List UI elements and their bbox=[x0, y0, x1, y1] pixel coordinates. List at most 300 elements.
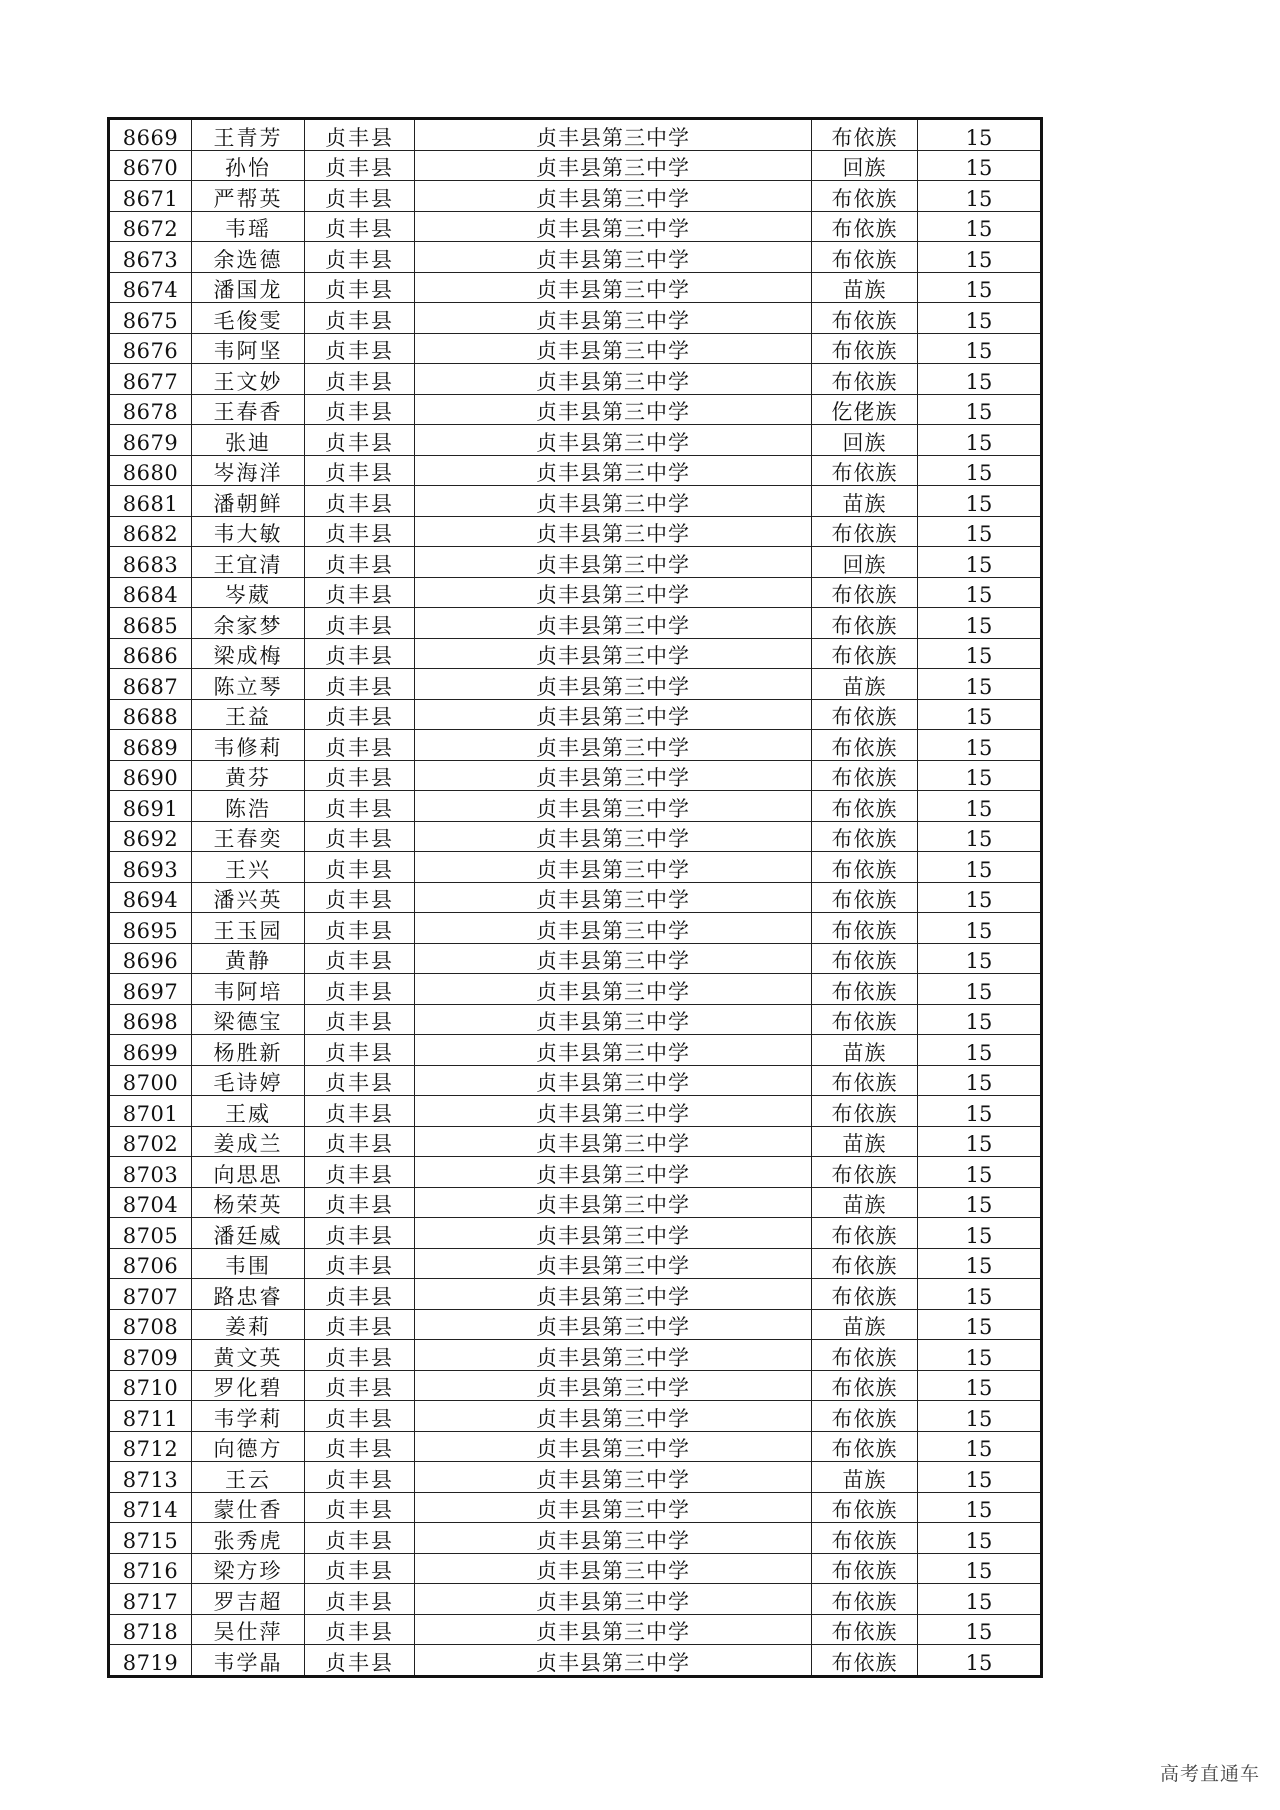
cell-ethnicity: 布依族 bbox=[812, 1157, 918, 1188]
cell-name: 韦学晶 bbox=[192, 1645, 305, 1677]
cell-ethnicity: 布依族 bbox=[812, 1431, 918, 1462]
cell-score: 15 bbox=[918, 1614, 1042, 1645]
cell-score: 15 bbox=[918, 1065, 1042, 1096]
cell-name: 韦围 bbox=[192, 1248, 305, 1279]
table-row bbox=[109, 1309, 1042, 1340]
cell-school: 贞丰县第三中学 bbox=[415, 852, 812, 883]
cell-score: 15 bbox=[918, 272, 1042, 303]
cell-school: 贞丰县第三中学 bbox=[415, 119, 812, 151]
cell-number: 8713 bbox=[109, 1462, 192, 1493]
cell-number: 8676 bbox=[109, 333, 192, 364]
cell-score: 15 bbox=[918, 699, 1042, 730]
cell-county: 贞丰县 bbox=[305, 1645, 415, 1677]
cell-ethnicity: 布依族 bbox=[812, 1553, 918, 1584]
table-row bbox=[109, 1401, 1042, 1432]
cell-county: 贞丰县 bbox=[305, 1096, 415, 1127]
table-row bbox=[109, 1218, 1042, 1249]
cell-name: 余选德 bbox=[192, 242, 305, 273]
cell-county: 贞丰县 bbox=[305, 608, 415, 639]
cell-school: 贞丰县第三中学 bbox=[415, 1401, 812, 1432]
score-table-body bbox=[109, 119, 1042, 1677]
table-row bbox=[109, 181, 1042, 212]
cell-ethnicity: 布依族 bbox=[812, 791, 918, 822]
cell-school: 贞丰县第三中学 bbox=[415, 1370, 812, 1401]
cell-county: 贞丰县 bbox=[305, 760, 415, 791]
cell-county: 贞丰县 bbox=[305, 699, 415, 730]
cell-number: 8702 bbox=[109, 1126, 192, 1157]
cell-county: 贞丰县 bbox=[305, 669, 415, 700]
cell-name: 杨胜新 bbox=[192, 1035, 305, 1066]
cell-score: 15 bbox=[918, 882, 1042, 913]
cell-ethnicity: 布依族 bbox=[812, 1004, 918, 1035]
cell-county: 贞丰县 bbox=[305, 1157, 415, 1188]
score-table bbox=[107, 117, 1043, 1678]
cell-name: 黄静 bbox=[192, 943, 305, 974]
cell-county: 贞丰县 bbox=[305, 1523, 415, 1554]
cell-score: 15 bbox=[918, 303, 1042, 334]
cell-name: 严帮英 bbox=[192, 181, 305, 212]
cell-school: 贞丰县第三中学 bbox=[415, 1126, 812, 1157]
cell-score: 15 bbox=[918, 760, 1042, 791]
cell-ethnicity: 布依族 bbox=[812, 730, 918, 761]
cell-name: 向德方 bbox=[192, 1431, 305, 1462]
cell-score: 15 bbox=[918, 119, 1042, 151]
cell-county: 贞丰县 bbox=[305, 943, 415, 974]
cell-ethnicity: 布依族 bbox=[812, 181, 918, 212]
cell-number: 8678 bbox=[109, 394, 192, 425]
cell-school: 贞丰县第三中学 bbox=[415, 913, 812, 944]
cell-county: 贞丰县 bbox=[305, 1248, 415, 1279]
cell-school: 贞丰县第三中学 bbox=[415, 486, 812, 517]
cell-score: 15 bbox=[918, 1492, 1042, 1523]
cell-name: 潘朝鲜 bbox=[192, 486, 305, 517]
cell-number: 8691 bbox=[109, 791, 192, 822]
cell-ethnicity: 布依族 bbox=[812, 913, 918, 944]
cell-number: 8712 bbox=[109, 1431, 192, 1462]
cell-number: 8715 bbox=[109, 1523, 192, 1554]
cell-name: 王春奕 bbox=[192, 821, 305, 852]
cell-county: 贞丰县 bbox=[305, 486, 415, 517]
cell-school: 贞丰县第三中学 bbox=[415, 1340, 812, 1371]
cell-ethnicity: 苗族 bbox=[812, 272, 918, 303]
cell-score: 15 bbox=[918, 425, 1042, 456]
cell-school: 贞丰县第三中学 bbox=[415, 181, 812, 212]
cell-number: 8690 bbox=[109, 760, 192, 791]
table-row bbox=[109, 638, 1042, 669]
table-row bbox=[109, 272, 1042, 303]
cell-number: 8700 bbox=[109, 1065, 192, 1096]
cell-score: 15 bbox=[918, 486, 1042, 517]
cell-number: 8679 bbox=[109, 425, 192, 456]
table-row bbox=[109, 608, 1042, 639]
cell-score: 15 bbox=[918, 974, 1042, 1005]
cell-school: 贞丰县第三中学 bbox=[415, 669, 812, 700]
cell-ethnicity: 苗族 bbox=[812, 1126, 918, 1157]
cell-county: 贞丰县 bbox=[305, 150, 415, 181]
cell-school: 贞丰县第三中学 bbox=[415, 1187, 812, 1218]
watermark-text: 高考直通车 bbox=[1159, 1763, 1260, 1785]
cell-ethnicity: 布依族 bbox=[812, 699, 918, 730]
cell-score: 15 bbox=[918, 1279, 1042, 1310]
cell-name: 王春香 bbox=[192, 394, 305, 425]
cell-ethnicity: 布依族 bbox=[812, 1096, 918, 1127]
table-row bbox=[109, 577, 1042, 608]
cell-name: 韦学莉 bbox=[192, 1401, 305, 1432]
cell-school: 贞丰县第三中学 bbox=[415, 608, 812, 639]
cell-name: 韦阿培 bbox=[192, 974, 305, 1005]
cell-score: 15 bbox=[918, 1218, 1042, 1249]
cell-name: 王云 bbox=[192, 1462, 305, 1493]
cell-name: 潘兴英 bbox=[192, 882, 305, 913]
table-row bbox=[109, 211, 1042, 242]
cell-county: 贞丰县 bbox=[305, 1614, 415, 1645]
cell-ethnicity: 布依族 bbox=[812, 1218, 918, 1249]
cell-name: 姜成兰 bbox=[192, 1126, 305, 1157]
cell-name: 梁方珍 bbox=[192, 1553, 305, 1584]
table-row bbox=[109, 699, 1042, 730]
cell-school: 贞丰县第三中学 bbox=[415, 638, 812, 669]
cell-ethnicity: 布依族 bbox=[812, 821, 918, 852]
cell-name: 王青芳 bbox=[192, 119, 305, 151]
cell-number: 8672 bbox=[109, 211, 192, 242]
cell-name: 梁成梅 bbox=[192, 638, 305, 669]
cell-county: 贞丰县 bbox=[305, 1553, 415, 1584]
table-row bbox=[109, 1462, 1042, 1493]
cell-ethnicity: 布依族 bbox=[812, 333, 918, 364]
table-row bbox=[109, 364, 1042, 395]
cell-county: 贞丰县 bbox=[305, 791, 415, 822]
cell-score: 15 bbox=[918, 1096, 1042, 1127]
cell-ethnicity: 苗族 bbox=[812, 1187, 918, 1218]
cell-ethnicity: 布依族 bbox=[812, 242, 918, 273]
cell-name: 岑海洋 bbox=[192, 455, 305, 486]
cell-county: 贞丰县 bbox=[305, 638, 415, 669]
cell-score: 15 bbox=[918, 333, 1042, 364]
cell-name: 王文妙 bbox=[192, 364, 305, 395]
cell-ethnicity: 布依族 bbox=[812, 516, 918, 547]
cell-name: 韦瑶 bbox=[192, 211, 305, 242]
cell-county: 贞丰县 bbox=[305, 1340, 415, 1371]
cell-school: 贞丰县第三中学 bbox=[415, 1065, 812, 1096]
cell-county: 贞丰县 bbox=[305, 272, 415, 303]
cell-school: 贞丰县第三中学 bbox=[415, 760, 812, 791]
cell-name: 罗化碧 bbox=[192, 1370, 305, 1401]
cell-school: 贞丰县第三中学 bbox=[415, 1157, 812, 1188]
cell-county: 贞丰县 bbox=[305, 119, 415, 151]
cell-county: 贞丰县 bbox=[305, 394, 415, 425]
cell-school: 贞丰县第三中学 bbox=[415, 1431, 812, 1462]
cell-name: 韦修莉 bbox=[192, 730, 305, 761]
table-row bbox=[109, 1126, 1042, 1157]
cell-number: 8674 bbox=[109, 272, 192, 303]
cell-county: 贞丰县 bbox=[305, 455, 415, 486]
table-row bbox=[109, 516, 1042, 547]
cell-number: 8709 bbox=[109, 1340, 192, 1371]
cell-school: 贞丰县第三中学 bbox=[415, 1218, 812, 1249]
cell-county: 贞丰县 bbox=[305, 1401, 415, 1432]
cell-school: 贞丰县第三中学 bbox=[415, 577, 812, 608]
cell-county: 贞丰县 bbox=[305, 1187, 415, 1218]
cell-county: 贞丰县 bbox=[305, 181, 415, 212]
cell-number: 8669 bbox=[109, 119, 192, 151]
cell-name: 罗吉超 bbox=[192, 1584, 305, 1615]
cell-score: 15 bbox=[918, 1157, 1042, 1188]
cell-score: 15 bbox=[918, 181, 1042, 212]
table-row bbox=[109, 1431, 1042, 1462]
cell-number: 8701 bbox=[109, 1096, 192, 1127]
cell-ethnicity: 回族 bbox=[812, 547, 918, 578]
cell-name: 韦大敏 bbox=[192, 516, 305, 547]
cell-school: 贞丰县第三中学 bbox=[415, 364, 812, 395]
cell-score: 15 bbox=[918, 1523, 1042, 1554]
cell-school: 贞丰县第三中学 bbox=[415, 1096, 812, 1127]
cell-number: 8688 bbox=[109, 699, 192, 730]
table-row bbox=[109, 974, 1042, 1005]
cell-school: 贞丰县第三中学 bbox=[415, 547, 812, 578]
table-row bbox=[109, 1614, 1042, 1645]
cell-ethnicity: 布依族 bbox=[812, 1584, 918, 1615]
cell-county: 贞丰县 bbox=[305, 1065, 415, 1096]
cell-ethnicity: 布依族 bbox=[812, 1340, 918, 1371]
cell-ethnicity: 布依族 bbox=[812, 1523, 918, 1554]
cell-score: 15 bbox=[918, 1401, 1042, 1432]
cell-number: 8704 bbox=[109, 1187, 192, 1218]
cell-name: 王宜清 bbox=[192, 547, 305, 578]
cell-number: 8682 bbox=[109, 516, 192, 547]
cell-name: 陈浩 bbox=[192, 791, 305, 822]
cell-county: 贞丰县 bbox=[305, 1309, 415, 1340]
cell-ethnicity: 苗族 bbox=[812, 1309, 918, 1340]
cell-score: 15 bbox=[918, 608, 1042, 639]
cell-number: 8685 bbox=[109, 608, 192, 639]
table-row bbox=[109, 1370, 1042, 1401]
table-row bbox=[109, 760, 1042, 791]
cell-score: 15 bbox=[918, 394, 1042, 425]
table-row bbox=[109, 333, 1042, 364]
cell-county: 贞丰县 bbox=[305, 1279, 415, 1310]
cell-county: 贞丰县 bbox=[305, 882, 415, 913]
cell-ethnicity: 布依族 bbox=[812, 1065, 918, 1096]
cell-school: 贞丰县第三中学 bbox=[415, 455, 812, 486]
cell-school: 贞丰县第三中学 bbox=[415, 821, 812, 852]
cell-score: 15 bbox=[918, 943, 1042, 974]
cell-county: 贞丰县 bbox=[305, 211, 415, 242]
table-row bbox=[109, 1157, 1042, 1188]
cell-county: 贞丰县 bbox=[305, 1004, 415, 1035]
cell-county: 贞丰县 bbox=[305, 1584, 415, 1615]
cell-school: 贞丰县第三中学 bbox=[415, 211, 812, 242]
cell-ethnicity: 布依族 bbox=[812, 577, 918, 608]
table-row bbox=[109, 669, 1042, 700]
cell-school: 贞丰县第三中学 bbox=[415, 150, 812, 181]
table-row bbox=[109, 1584, 1042, 1615]
cell-name: 黄芬 bbox=[192, 760, 305, 791]
cell-school: 贞丰县第三中学 bbox=[415, 272, 812, 303]
cell-name: 黄文英 bbox=[192, 1340, 305, 1371]
cell-number: 8670 bbox=[109, 150, 192, 181]
cell-county: 贞丰县 bbox=[305, 242, 415, 273]
cell-school: 贞丰县第三中学 bbox=[415, 974, 812, 1005]
cell-school: 贞丰县第三中学 bbox=[415, 1553, 812, 1584]
cell-score: 15 bbox=[918, 1126, 1042, 1157]
cell-school: 贞丰县第三中学 bbox=[415, 1035, 812, 1066]
cell-ethnicity: 布依族 bbox=[812, 608, 918, 639]
cell-ethnicity: 布依族 bbox=[812, 1492, 918, 1523]
cell-ethnicity: 布依族 bbox=[812, 119, 918, 151]
cell-county: 贞丰县 bbox=[305, 852, 415, 883]
cell-number: 8677 bbox=[109, 364, 192, 395]
table-row bbox=[109, 1279, 1042, 1310]
cell-ethnicity: 布依族 bbox=[812, 760, 918, 791]
cell-name: 孙怡 bbox=[192, 150, 305, 181]
cell-school: 贞丰县第三中学 bbox=[415, 1492, 812, 1523]
cell-score: 15 bbox=[918, 1370, 1042, 1401]
cell-school: 贞丰县第三中学 bbox=[415, 303, 812, 334]
cell-ethnicity: 布依族 bbox=[812, 364, 918, 395]
table-row bbox=[109, 150, 1042, 181]
cell-name: 潘廷威 bbox=[192, 1218, 305, 1249]
cell-school: 贞丰县第三中学 bbox=[415, 394, 812, 425]
cell-number: 8696 bbox=[109, 943, 192, 974]
cell-school: 贞丰县第三中学 bbox=[415, 1004, 812, 1035]
cell-score: 15 bbox=[918, 1584, 1042, 1615]
table-row bbox=[109, 1553, 1042, 1584]
cell-school: 贞丰县第三中学 bbox=[415, 1584, 812, 1615]
cell-number: 8714 bbox=[109, 1492, 192, 1523]
cell-county: 贞丰县 bbox=[305, 547, 415, 578]
cell-number: 8697 bbox=[109, 974, 192, 1005]
table-row bbox=[109, 1248, 1042, 1279]
cell-ethnicity: 布依族 bbox=[812, 852, 918, 883]
cell-ethnicity: 布依族 bbox=[812, 211, 918, 242]
cell-ethnicity: 布依族 bbox=[812, 1370, 918, 1401]
cell-ethnicity: 苗族 bbox=[812, 1035, 918, 1066]
cell-number: 8681 bbox=[109, 486, 192, 517]
cell-score: 15 bbox=[918, 150, 1042, 181]
table-row bbox=[109, 791, 1042, 822]
cell-number: 8716 bbox=[109, 1553, 192, 1584]
cell-ethnicity: 布依族 bbox=[812, 1614, 918, 1645]
cell-name: 向思思 bbox=[192, 1157, 305, 1188]
cell-score: 15 bbox=[918, 1462, 1042, 1493]
cell-ethnicity: 布依族 bbox=[812, 1279, 918, 1310]
cell-school: 贞丰县第三中学 bbox=[415, 699, 812, 730]
table-row bbox=[109, 1096, 1042, 1127]
cell-school: 贞丰县第三中学 bbox=[415, 1462, 812, 1493]
cell-number: 8717 bbox=[109, 1584, 192, 1615]
cell-name: 岑葳 bbox=[192, 577, 305, 608]
table-row bbox=[109, 913, 1042, 944]
cell-number: 8699 bbox=[109, 1035, 192, 1066]
table-row bbox=[109, 1492, 1042, 1523]
table-row bbox=[109, 242, 1042, 273]
cell-county: 贞丰县 bbox=[305, 974, 415, 1005]
cell-ethnicity: 布依族 bbox=[812, 303, 918, 334]
cell-number: 8695 bbox=[109, 913, 192, 944]
table-row bbox=[109, 943, 1042, 974]
cell-school: 贞丰县第三中学 bbox=[415, 791, 812, 822]
cell-county: 贞丰县 bbox=[305, 1431, 415, 1462]
cell-score: 15 bbox=[918, 1340, 1042, 1371]
cell-school: 贞丰县第三中学 bbox=[415, 1309, 812, 1340]
cell-school: 贞丰县第三中学 bbox=[415, 1523, 812, 1554]
cell-name: 余家梦 bbox=[192, 608, 305, 639]
cell-ethnicity: 布依族 bbox=[812, 1401, 918, 1432]
cell-score: 15 bbox=[918, 1645, 1042, 1677]
cell-school: 贞丰县第三中学 bbox=[415, 333, 812, 364]
cell-name: 王玉园 bbox=[192, 913, 305, 944]
table-row bbox=[109, 1035, 1042, 1066]
cell-county: 贞丰县 bbox=[305, 577, 415, 608]
cell-county: 贞丰县 bbox=[305, 516, 415, 547]
cell-score: 15 bbox=[918, 669, 1042, 700]
cell-county: 贞丰县 bbox=[305, 913, 415, 944]
cell-number: 8718 bbox=[109, 1614, 192, 1645]
cell-name: 王威 bbox=[192, 1096, 305, 1127]
cell-name: 王兴 bbox=[192, 852, 305, 883]
cell-school: 贞丰县第三中学 bbox=[415, 516, 812, 547]
cell-name: 毛俊雯 bbox=[192, 303, 305, 334]
cell-number: 8671 bbox=[109, 181, 192, 212]
cell-county: 贞丰县 bbox=[305, 364, 415, 395]
table-row bbox=[109, 821, 1042, 852]
cell-ethnicity: 布依族 bbox=[812, 638, 918, 669]
cell-name: 蒙仕香 bbox=[192, 1492, 305, 1523]
cell-ethnicity: 布依族 bbox=[812, 974, 918, 1005]
cell-county: 贞丰县 bbox=[305, 425, 415, 456]
cell-number: 8687 bbox=[109, 669, 192, 700]
cell-school: 贞丰县第三中学 bbox=[415, 1248, 812, 1279]
cell-name: 毛诗婷 bbox=[192, 1065, 305, 1096]
table-row bbox=[109, 303, 1042, 334]
cell-school: 贞丰县第三中学 bbox=[415, 1279, 812, 1310]
cell-school: 贞丰县第三中学 bbox=[415, 882, 812, 913]
cell-school: 贞丰县第三中学 bbox=[415, 425, 812, 456]
cell-ethnicity: 布依族 bbox=[812, 1645, 918, 1677]
cell-score: 15 bbox=[918, 1248, 1042, 1279]
cell-county: 贞丰县 bbox=[305, 333, 415, 364]
cell-county: 贞丰县 bbox=[305, 1370, 415, 1401]
cell-ethnicity: 苗族 bbox=[812, 1462, 918, 1493]
cell-score: 15 bbox=[918, 1004, 1042, 1035]
cell-number: 8706 bbox=[109, 1248, 192, 1279]
cell-school: 贞丰县第三中学 bbox=[415, 242, 812, 273]
cell-ethnicity: 苗族 bbox=[812, 669, 918, 700]
cell-number: 8673 bbox=[109, 242, 192, 273]
cell-name: 张迪 bbox=[192, 425, 305, 456]
cell-number: 8689 bbox=[109, 730, 192, 761]
cell-county: 贞丰县 bbox=[305, 1462, 415, 1493]
cell-score: 15 bbox=[918, 577, 1042, 608]
cell-ethnicity: 布依族 bbox=[812, 943, 918, 974]
cell-number: 8675 bbox=[109, 303, 192, 334]
cell-name: 张秀虎 bbox=[192, 1523, 305, 1554]
cell-ethnicity: 布依族 bbox=[812, 1248, 918, 1279]
cell-score: 15 bbox=[918, 638, 1042, 669]
cell-school: 贞丰县第三中学 bbox=[415, 1614, 812, 1645]
cell-number: 8698 bbox=[109, 1004, 192, 1035]
cell-score: 15 bbox=[918, 1187, 1042, 1218]
cell-number: 8692 bbox=[109, 821, 192, 852]
cell-ethnicity: 仡佬族 bbox=[812, 394, 918, 425]
cell-number: 8710 bbox=[109, 1370, 192, 1401]
cell-name: 杨荣英 bbox=[192, 1187, 305, 1218]
cell-name: 梁德宝 bbox=[192, 1004, 305, 1035]
cell-county: 贞丰县 bbox=[305, 1035, 415, 1066]
table-row bbox=[109, 1065, 1042, 1096]
cell-ethnicity: 布依族 bbox=[812, 455, 918, 486]
cell-number: 8703 bbox=[109, 1157, 192, 1188]
